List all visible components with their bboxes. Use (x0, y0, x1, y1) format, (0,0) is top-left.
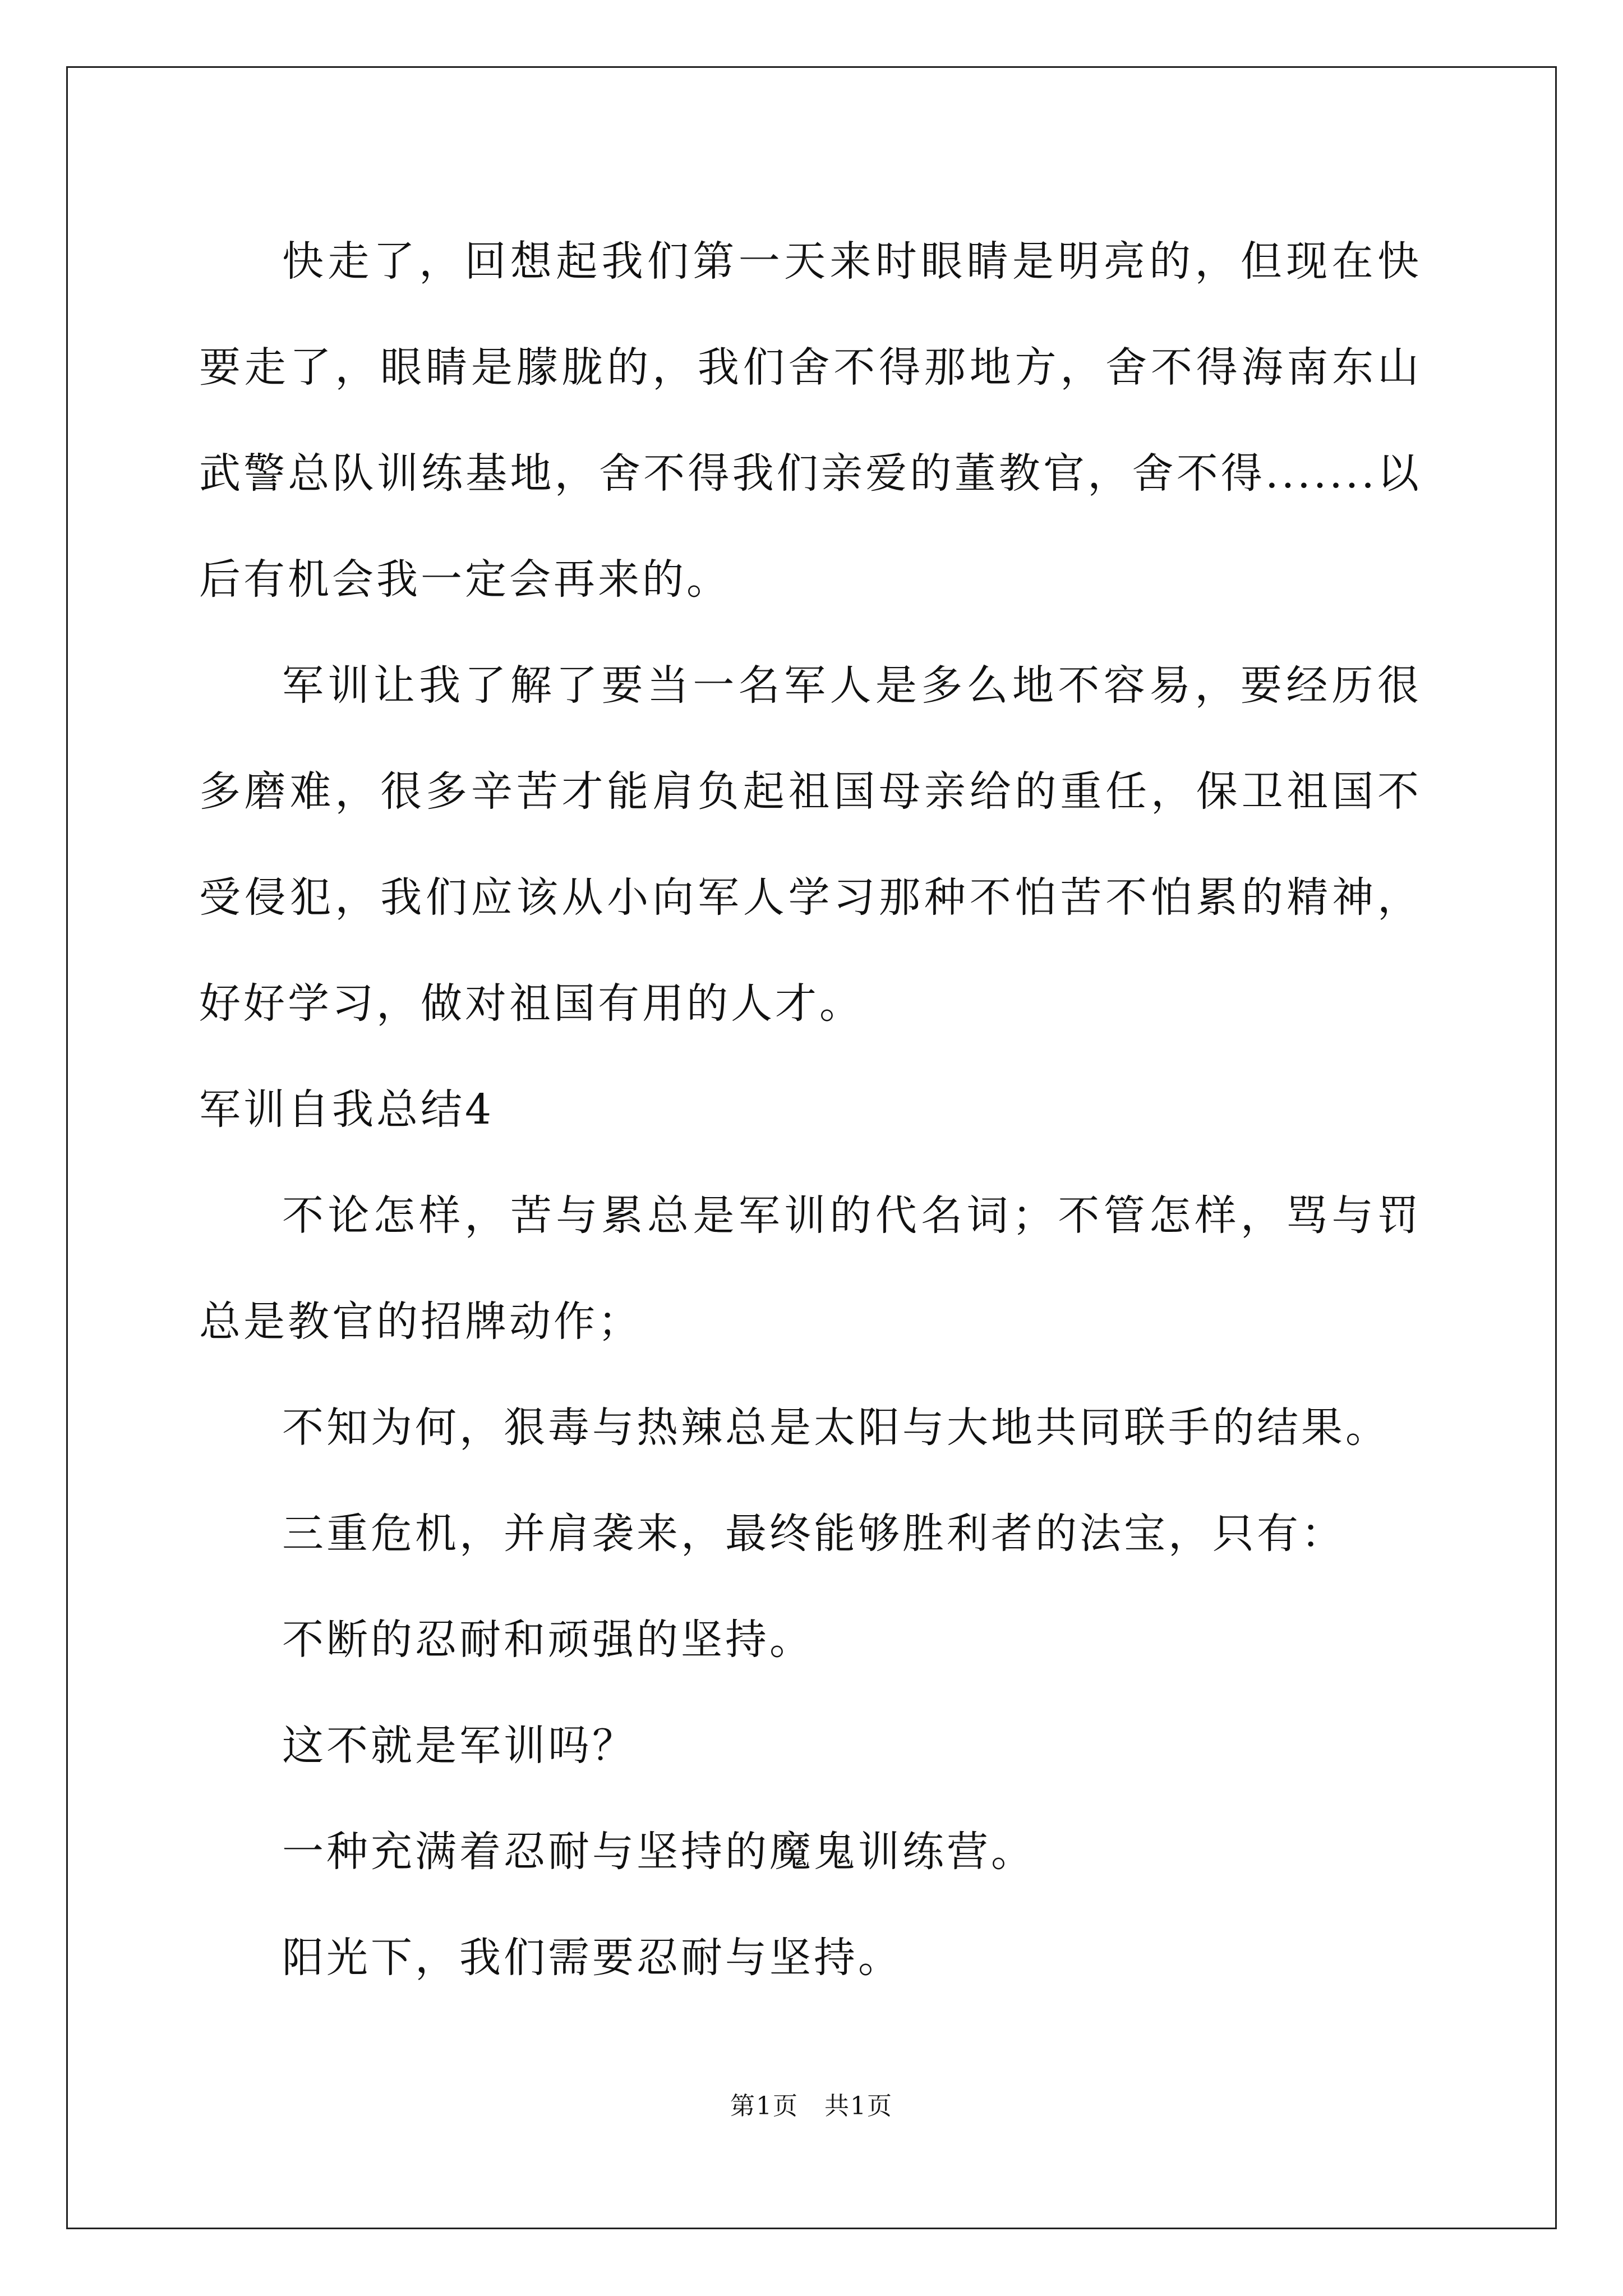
section-title: 军训自我总结4 (199, 1085, 495, 1134)
document-body (199, 209, 1422, 2011)
paragraph: 不论怎样，苦与累总是军训的代名词；不管怎样，骂与罚总是教官的招牌动作； (199, 1191, 1422, 1346)
paragraph: 一种充满着忍耐与坚持的魔鬼训练营。 (282, 1828, 1035, 1876)
paragraph: 三重危机，并肩袭来，最终能够胜利者的法宝，只有： (282, 1510, 1345, 1558)
paragraph: 军训让我了解了要当一名军人是多么地不容易，要经历很多磨难，很多辛苦才能肩负起祖国母亲给的重任，保卫祖国不受侵犯，我们应该从小向军人学习那种不怕苦不怕累的精神，好好学习，做对祖国有用的人才。 (199, 661, 1422, 1028)
paragraph: 不知为何，狠毒与热辣总是太阳与大地共同联手的结果。 (282, 1404, 1390, 1452)
page-footer: 第1页 共1页 (730, 2092, 893, 2120)
paragraph: 这不就是军训吗？ (282, 1722, 637, 1770)
paragraph: 快走了，回想起我们第一天来时眼睛是明亮的，但现在快要走了，眼睛是朦胧的，我们舍不得那地方，舍不得海南东山武警总队训练基地，舍不得我们亲爱的董教官，舍不得.......以后有机会我一定会再来的。 (199, 237, 1422, 604)
paragraph: 阳光下，我们需要忍耐与坚持。 (282, 1934, 902, 1982)
paragraph: 不断的忍耐和顽强的坚持。 (282, 1616, 814, 1664)
